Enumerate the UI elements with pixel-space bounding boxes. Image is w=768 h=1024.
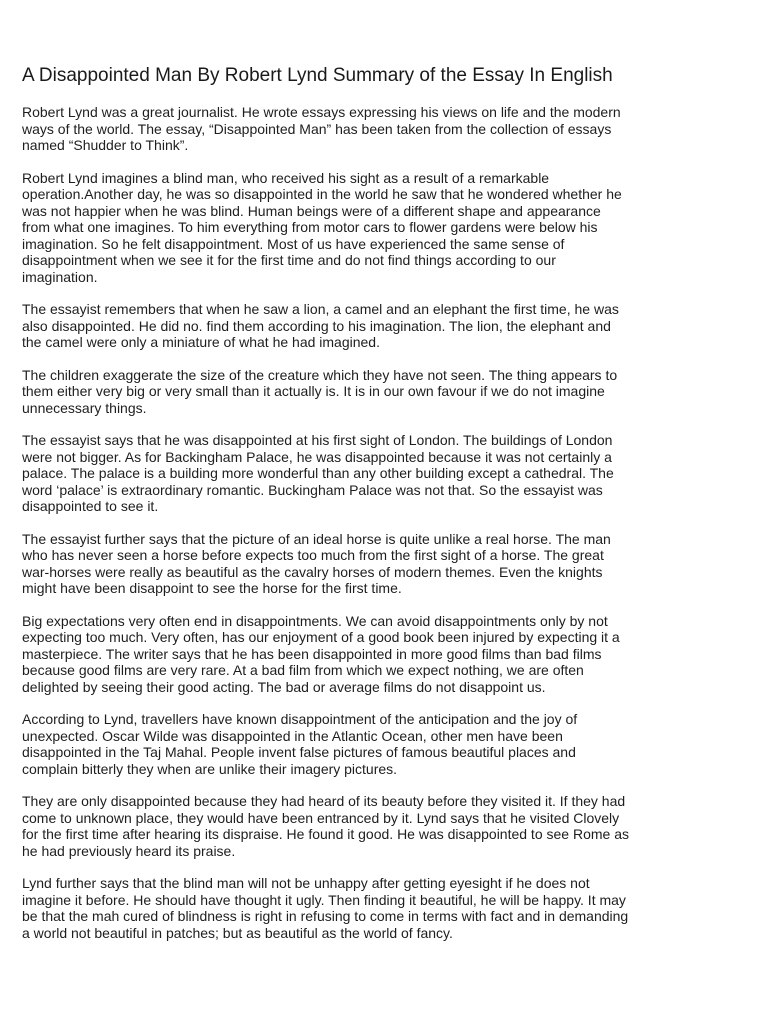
paragraph-line: unexpected. Oscar Wilde was disappointed in the Atlantic Ocean, other men have been bbox=[22, 727, 563, 744]
paragraph-line: disappointed to see it. bbox=[22, 498, 159, 514]
paragraph-line: were not bigger. As for Backingham Palace, he was disappointed because it was not certainly a bbox=[22, 448, 612, 465]
paragraph bbox=[22, 432, 750, 515]
paragraph-line: also disappointed. He did no. find them according to his imagination. The lion, the elephant and bbox=[22, 317, 611, 334]
paragraph bbox=[22, 170, 750, 286]
paragraph-line: expecting too much. Very often, has our enjoyment of a good book been injured by expecting it a bbox=[22, 629, 620, 645]
paragraph-line: The essayist says that he was disappointed at his first sight of London. The buildings of London bbox=[22, 432, 613, 448]
paragraph-line: be that the mah cured of blindness is right in refusing to come in terms with fact and in demanding bbox=[22, 908, 629, 924]
paragraph-line: come to unknown place, they would have been entranced by it. Lynd says that he visited Clovely bbox=[22, 809, 620, 826]
paragraph-line: them either very big or very small than it actually is. It is in our own favour if we do not imagine bbox=[22, 383, 605, 399]
paragraph-line: The children exaggerate the size of the creature which they have not seen. The thing appears to bbox=[22, 366, 618, 383]
paragraph bbox=[22, 367, 750, 417]
document-title: A Disappointed Man By Robert Lynd Summary of the Essay In English bbox=[22, 65, 613, 86]
paragraph-line: disappointment when we see it for the first time and do not find things according to our bbox=[22, 252, 556, 268]
paragraph-line: imagine it before. He should have thought it ugly. Then finding it beautiful, he will be happy. It may bbox=[22, 891, 626, 908]
paragraph-line: They are only disappointed because they had heard of its beauty before they visited it. If they had bbox=[22, 793, 626, 809]
paragraph-line: delighted by seeing their good acting. The bad or average films do not disappoint us. bbox=[22, 678, 546, 695]
paragraph-line: the camel were only a miniature of what he had imagined. bbox=[22, 334, 380, 350]
paragraph-line: According to Lynd, travellers have known disappointment of the anticipation and the joy of bbox=[22, 711, 578, 727]
paragraph bbox=[22, 613, 750, 696]
paragraph bbox=[22, 531, 750, 597]
paragraph bbox=[22, 711, 750, 777]
paragraph-line: because good films are very rare. At a bad film from which we expect nothing, we are often bbox=[22, 662, 584, 678]
paragraph-line: for the first time after hearing its dispraise. He found it good. He was disappointed to see Rome as bbox=[22, 826, 629, 842]
paragraph-line: complain bitterly they when are unlike their imagery pictures. bbox=[22, 760, 398, 777]
paragraph-line: a world not beautiful in patches; but as beautiful as the world of fancy. bbox=[22, 924, 453, 941]
paragraph-line: named “Shudder to Think”. bbox=[22, 137, 189, 153]
paragraph-line: Robert Lynd imagines a blind man, who received his sight as a result of a remarkable bbox=[22, 169, 550, 186]
paragraph bbox=[22, 875, 750, 941]
paragraph-line: might have been disappoint to see the horse for the first time. bbox=[22, 580, 402, 596]
paragraph-line: Big expectations very often end in disappointments. We can avoid disappointments only by not bbox=[22, 612, 608, 629]
paragraph bbox=[22, 301, 750, 351]
paragraph bbox=[22, 793, 750, 859]
paragraph-line: The essayist further says that the picture of an ideal horse is quite unlike a real horse. The man bbox=[22, 530, 611, 547]
paragraph-line: Lynd further says that the blind man will not be unhappy after getting eyesight if he does not bbox=[22, 875, 590, 891]
document-body bbox=[22, 104, 750, 957]
paragraph-line: unnecessary things. bbox=[22, 399, 147, 416]
paragraph-line: was not happier when he was blind. Human beings were of a different shape and appearance bbox=[22, 202, 601, 219]
paragraph-line: The essayist remembers that when he saw a lion, a camel and an elephant the first time, he was bbox=[22, 301, 619, 317]
paragraph-line: who has never seen a horse before expects too much from the first sight of a horse. The great bbox=[22, 547, 604, 563]
paragraph-line: masterpiece. The writer says that he has been disappointed in more good films than bad films bbox=[22, 645, 602, 662]
paragraph-line: imagination. So he felt disappointment. Most of us have experienced the same sense of bbox=[22, 235, 565, 252]
paragraph-line: palace. The palace is a building more wonderful than any other building except a cathedral. The bbox=[22, 465, 614, 481]
paragraph bbox=[22, 104, 750, 154]
paragraph-line: disappointed in the Taj Mahal. People invent false pictures of famous beautiful places and bbox=[22, 744, 576, 760]
paragraph-line: imagination. bbox=[22, 268, 98, 285]
paragraph-line: word ‘palace’ is extraordinary romantic. Buckingham Palace was not that. So the essayist was bbox=[22, 481, 603, 498]
paragraph-line: operation.Another day, he was so disappointed in the world he saw that he wondered whether he bbox=[22, 186, 622, 202]
paragraph-line: ways of the world. The essay, “Disappointed Man” has been taken from the collection of essays bbox=[22, 120, 612, 137]
paragraph-line: war-horses were really as beautiful as the cavalry horses of modern themes. Even the knights bbox=[22, 563, 603, 580]
paragraph-line: Robert Lynd was a great journalist. He wrote essays expressing his views on life and the modern bbox=[22, 104, 621, 120]
paragraph-line: he had previously heard its praise. bbox=[22, 842, 236, 859]
paragraph-line: from what one imagines. To him everything from motor cars to flower gardens were below his bbox=[22, 219, 598, 235]
